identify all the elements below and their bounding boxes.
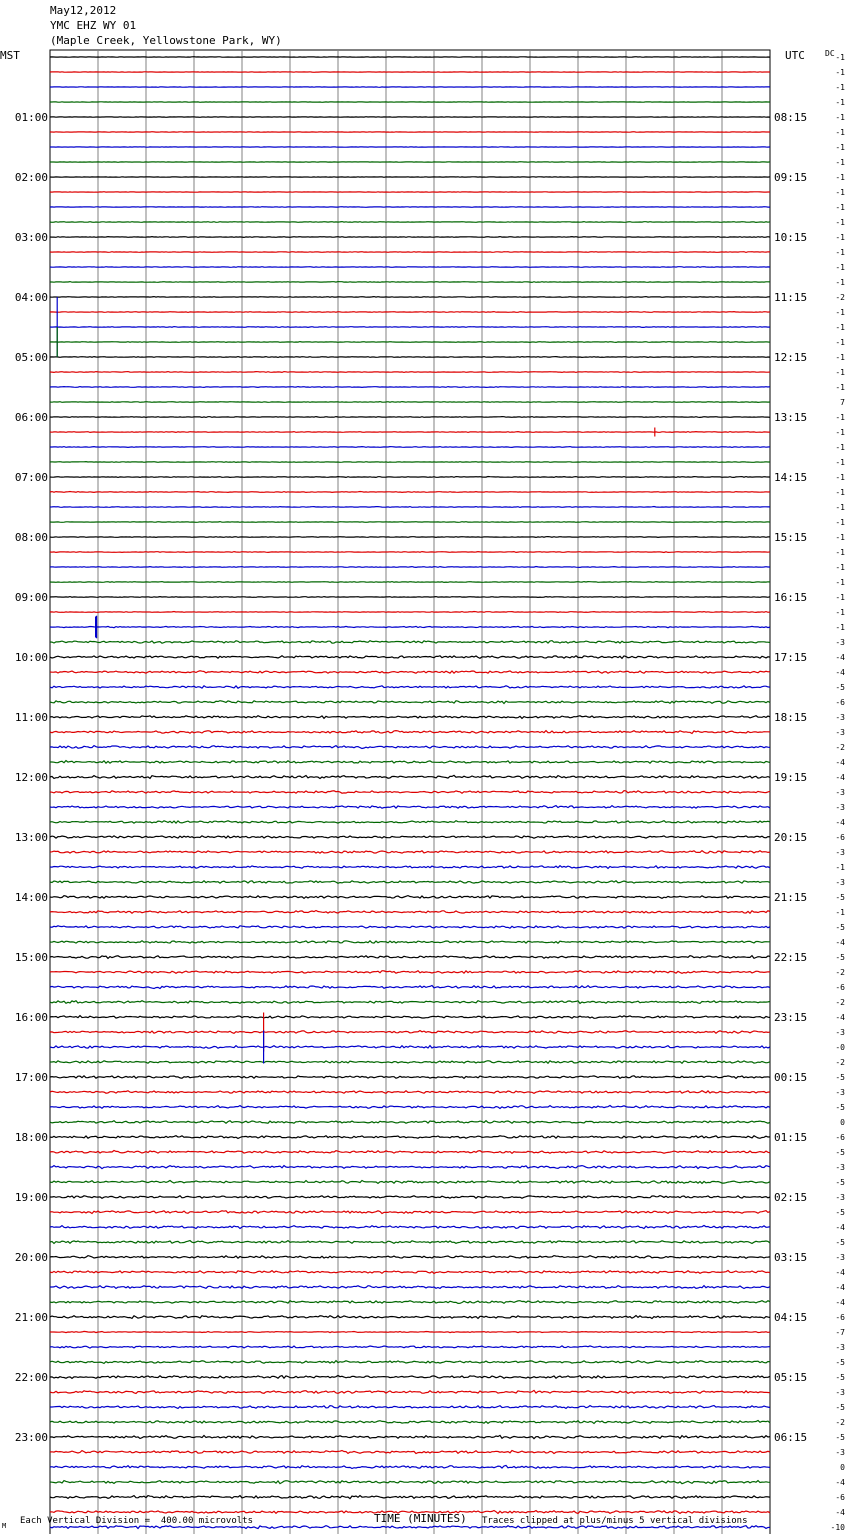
left-hour-label: 18:00 bbox=[14, 1131, 48, 1144]
x-axis-title: TIME (MINUTES) bbox=[374, 1512, 467, 1525]
trace-line bbox=[50, 1226, 770, 1229]
left-hour-label: 20:00 bbox=[14, 1251, 48, 1264]
dc-offset-value: -6 bbox=[835, 983, 845, 992]
right-hour-label: 15:15 bbox=[774, 531, 808, 544]
dc-offset-value: -7 bbox=[835, 1328, 845, 1337]
dc-offset-value: -6 bbox=[835, 1133, 845, 1142]
dc-offset-value: -6 bbox=[835, 1313, 845, 1322]
dc-offset-value: -5 bbox=[835, 1148, 845, 1157]
dc-offset-value: -4 bbox=[835, 1268, 845, 1277]
left-hour-label: 02:00 bbox=[14, 171, 48, 184]
trace-line bbox=[50, 1211, 770, 1214]
dc-offset-value: -2 bbox=[835, 968, 845, 977]
trace-line bbox=[50, 357, 770, 358]
dc-offset-value: -6 bbox=[835, 833, 845, 842]
trace-line bbox=[50, 1286, 770, 1289]
trace-line bbox=[50, 1316, 770, 1319]
left-hour-label: 11:00 bbox=[14, 711, 48, 724]
trace-line bbox=[50, 417, 770, 418]
trace-line bbox=[50, 612, 770, 613]
dc-offset-value: -3 bbox=[835, 803, 845, 812]
right-hour-label: 19:15 bbox=[774, 771, 808, 784]
dc-offset-value: -4 bbox=[835, 1478, 845, 1487]
right-hour-label: 23:15 bbox=[774, 1011, 808, 1024]
dc-offset-value: -1 bbox=[835, 863, 845, 872]
dc-offset-value: -2 bbox=[835, 1418, 845, 1427]
dc-offset-value: -10 bbox=[830, 1523, 845, 1532]
dc-offset-value: -3 bbox=[835, 1028, 845, 1037]
right-hour-label: 13:15 bbox=[774, 411, 808, 424]
dc-offset-value: -3 bbox=[835, 1448, 845, 1457]
dc-offset-value: -1 bbox=[835, 113, 845, 122]
trace-line bbox=[50, 567, 770, 568]
dc-offset-value: -1 bbox=[835, 383, 845, 392]
dc-offset-value: -6 bbox=[835, 1493, 845, 1502]
trace-line bbox=[50, 896, 770, 899]
dc-offset-value: -0 bbox=[835, 1043, 845, 1052]
dc-offset-value: -1 bbox=[835, 128, 845, 137]
dc-offset-value: -1 bbox=[835, 443, 845, 452]
right-hour-label: 05:15 bbox=[774, 1371, 808, 1384]
dc-offset-value: -1 bbox=[835, 173, 845, 182]
left-hour-label: 04:00 bbox=[14, 291, 48, 304]
dc-offset-value: -3 bbox=[835, 728, 845, 737]
trace-line bbox=[50, 746, 770, 749]
chart-date: May12,2012 bbox=[50, 4, 117, 17]
trace-line bbox=[50, 237, 770, 238]
dc-offset-value: -1 bbox=[835, 428, 845, 437]
trace-line bbox=[50, 1001, 770, 1004]
trace-line bbox=[50, 252, 770, 253]
trace-line bbox=[50, 1331, 770, 1332]
left-hour-label: 12:00 bbox=[14, 771, 48, 784]
dc-offset-value: -1 bbox=[835, 308, 845, 317]
dc-offset-value: -4 bbox=[835, 1283, 845, 1292]
trace-line bbox=[50, 342, 770, 343]
dc-offset-value: -1 bbox=[835, 83, 845, 92]
trace-line bbox=[50, 387, 770, 388]
dc-offset-value: -2 bbox=[835, 1058, 845, 1067]
trace-line bbox=[50, 447, 770, 448]
trace-line bbox=[50, 1526, 770, 1529]
right-hour-label: 20:15 bbox=[774, 831, 808, 844]
dc-offset-value: -5 bbox=[835, 1433, 845, 1442]
left-hour-label: 10:00 bbox=[14, 651, 48, 664]
right-hour-label: 17:15 bbox=[774, 651, 808, 664]
right-hour-label: 16:15 bbox=[774, 591, 808, 604]
dc-offset-value: -1 bbox=[835, 143, 845, 152]
dc-offset-value: -3 bbox=[835, 1193, 845, 1202]
left-hour-label: 21:00 bbox=[14, 1311, 48, 1324]
trace-line bbox=[50, 656, 770, 659]
dc-offset-value: -5 bbox=[835, 893, 845, 902]
trace-line bbox=[50, 1271, 770, 1274]
dc-offset-value: -5 bbox=[835, 953, 845, 962]
right-timezone-label: UTC bbox=[785, 49, 805, 62]
right-hour-label: 06:15 bbox=[774, 1431, 808, 1444]
corner-mark: M bbox=[2, 1522, 7, 1530]
dc-offset-value: -1 bbox=[835, 278, 845, 287]
trace-line bbox=[50, 686, 770, 688]
dc-offset-value: -4 bbox=[835, 758, 845, 767]
dc-offset-value: -4 bbox=[835, 938, 845, 947]
trace-line bbox=[50, 1031, 770, 1034]
left-hour-label: 16:00 bbox=[14, 1011, 48, 1024]
trace-line bbox=[50, 177, 770, 178]
right-hour-label: 01:15 bbox=[774, 1131, 808, 1144]
dc-offset-value: -6 bbox=[835, 698, 845, 707]
left-hour-label: 22:00 bbox=[14, 1371, 48, 1384]
right-hour-label: 00:15 bbox=[774, 1071, 808, 1084]
trace-line bbox=[50, 1136, 770, 1139]
dc-offset-value: -1 bbox=[835, 233, 845, 242]
trace-line bbox=[50, 582, 770, 583]
left-hour-label: 13:00 bbox=[14, 831, 48, 844]
dc-offset-value: 0 bbox=[840, 1118, 845, 1127]
trace-line bbox=[50, 806, 770, 809]
dc-offset-value: -1 bbox=[835, 518, 845, 527]
trace-line bbox=[50, 537, 770, 538]
trace-line bbox=[50, 402, 770, 403]
trace-line bbox=[50, 57, 770, 58]
trace-line bbox=[50, 507, 770, 508]
right-hour-label: 14:15 bbox=[774, 471, 808, 484]
station-id: YMC EHZ WY 01 bbox=[50, 19, 137, 32]
dc-offset-value: -4 bbox=[835, 1223, 845, 1232]
dc-offset-value: -1 bbox=[835, 608, 845, 617]
right-hour-label: 04:15 bbox=[774, 1311, 808, 1324]
trace-line bbox=[50, 775, 770, 778]
trace-line bbox=[50, 1241, 770, 1244]
right-hour-label: 18:15 bbox=[774, 711, 808, 724]
dc-offset-value: -1 bbox=[835, 353, 845, 362]
dc-offset-value: -1 bbox=[835, 908, 845, 917]
trace-line bbox=[50, 671, 770, 673]
dc-offset-value: -4 bbox=[835, 668, 845, 677]
trace-line bbox=[50, 716, 770, 719]
left-hour-label: 14:00 bbox=[14, 891, 48, 904]
right-hour-label: 08:15 bbox=[774, 111, 808, 124]
dc-offset-value: -1 bbox=[835, 473, 845, 482]
trace-line bbox=[50, 297, 770, 298]
trace-line bbox=[50, 791, 770, 794]
dc-offset-value: -4 bbox=[835, 653, 845, 662]
dc-offset-value: -1 bbox=[835, 323, 845, 332]
dc-offset-value: -1 bbox=[835, 338, 845, 347]
dc-offset-value: -3 bbox=[835, 638, 845, 647]
dc-offset-value: -3 bbox=[835, 878, 845, 887]
dc-offset-value: -3 bbox=[835, 713, 845, 722]
trace-line bbox=[50, 986, 770, 989]
trace-line bbox=[50, 1376, 770, 1379]
dc-offset-value: -5 bbox=[835, 1103, 845, 1112]
dc-offset-value: -3 bbox=[835, 1388, 845, 1397]
trace-line bbox=[50, 327, 770, 328]
trace-line bbox=[50, 971, 770, 974]
trace-line bbox=[50, 1406, 770, 1409]
trace-line bbox=[50, 926, 770, 928]
dc-offset-value: -5 bbox=[835, 1208, 845, 1217]
station-location: (Maple Creek, Yellowstone Park, WY) bbox=[50, 34, 282, 47]
trace-line bbox=[50, 1181, 770, 1184]
dc-offset-value: -1 bbox=[835, 548, 845, 557]
trace-line bbox=[50, 267, 770, 268]
dc-offset-value: -3 bbox=[835, 788, 845, 797]
vertical-division-note: Each Vertical Division = 400.00 microvolts bbox=[20, 1516, 253, 1526]
trace-line bbox=[50, 1076, 770, 1079]
trace-line bbox=[50, 1121, 770, 1124]
trace-line bbox=[50, 1151, 770, 1154]
dc-offset-value: -3 bbox=[835, 848, 845, 857]
dc-offset-value: -2 bbox=[835, 743, 845, 752]
dc-offset-value: -2 bbox=[835, 293, 845, 302]
dc-offset-value: -2 bbox=[835, 998, 845, 1007]
trace-line bbox=[50, 462, 770, 463]
right-hour-label: 10:15 bbox=[774, 231, 808, 244]
right-hour-label: 12:15 bbox=[774, 351, 808, 364]
trace-line bbox=[50, 102, 770, 103]
dc-offset-value: -1 bbox=[835, 68, 845, 77]
left-timezone-label: MST bbox=[0, 49, 20, 62]
dc-offset-value: -5 bbox=[835, 1358, 845, 1367]
trace-line bbox=[50, 597, 770, 598]
right-hour-label: 02:15 bbox=[774, 1191, 808, 1204]
left-hour-label: 03:00 bbox=[14, 231, 48, 244]
trace-line bbox=[50, 132, 770, 133]
trace-line bbox=[50, 821, 770, 823]
trace-line bbox=[50, 1390, 770, 1393]
right-hour-label: 03:15 bbox=[774, 1251, 808, 1264]
trace-line bbox=[50, 626, 770, 627]
trace-line bbox=[50, 87, 770, 88]
left-hour-label: 17:00 bbox=[14, 1071, 48, 1084]
clipping-note: Traces clipped at plus/minus 5 vertical divisions bbox=[482, 1516, 748, 1526]
trace-line bbox=[50, 552, 770, 553]
dc-offset-value: -1 bbox=[835, 248, 845, 257]
left-hour-label: 09:00 bbox=[14, 591, 48, 604]
dc-offset-value: -1 bbox=[835, 578, 845, 587]
trace-line bbox=[50, 1256, 770, 1259]
dc-offset-value: -5 bbox=[835, 1238, 845, 1247]
left-hour-label: 05:00 bbox=[14, 351, 48, 364]
trace-line bbox=[50, 1046, 770, 1049]
dc-offset-value: -1 bbox=[835, 413, 845, 422]
trace-line bbox=[50, 162, 770, 163]
trace-line bbox=[50, 956, 770, 959]
trace-line bbox=[50, 701, 770, 704]
trace-line bbox=[50, 522, 770, 523]
trace-line bbox=[50, 731, 770, 734]
trace-line bbox=[50, 372, 770, 373]
trace-line bbox=[50, 312, 770, 313]
trace-line bbox=[50, 836, 770, 838]
trace-line bbox=[50, 941, 770, 944]
trace-line bbox=[50, 1061, 770, 1064]
dc-offset-value: -1 bbox=[835, 368, 845, 377]
dc-offset-value: -1 bbox=[835, 563, 845, 572]
left-hour-label: 06:00 bbox=[14, 411, 48, 424]
trace-line bbox=[50, 1301, 770, 1304]
dc-offset-value: -1 bbox=[835, 98, 845, 107]
trace-line bbox=[50, 1106, 770, 1109]
trace-line bbox=[50, 1091, 770, 1094]
trace-line bbox=[50, 1421, 770, 1424]
dc-offset-value: -1 bbox=[835, 623, 845, 632]
trace-line bbox=[50, 866, 770, 869]
right-hour-label: 11:15 bbox=[774, 291, 808, 304]
left-hour-label: 15:00 bbox=[14, 951, 48, 964]
trace-line bbox=[50, 192, 770, 193]
right-hour-label: 22:15 bbox=[774, 951, 808, 964]
dc-offset-value: -1 bbox=[835, 488, 845, 497]
right-hour-label: 09:15 bbox=[774, 171, 808, 184]
trace-line bbox=[50, 492, 770, 493]
trace-line bbox=[50, 117, 770, 118]
dc-offset-value: -1 bbox=[835, 263, 845, 272]
dc-offset-value: -1 bbox=[835, 218, 845, 227]
trace-line bbox=[50, 282, 770, 283]
dc-offset-value: -1 bbox=[835, 593, 845, 602]
right-hour-label: 21:15 bbox=[774, 891, 808, 904]
dc-offset-value: -1 bbox=[835, 503, 845, 512]
dc-offset-value: -3 bbox=[835, 1253, 845, 1262]
dc-offset-header: DC bbox=[825, 49, 835, 58]
dc-offset-value: -5 bbox=[835, 923, 845, 932]
dc-offset-value: -4 bbox=[835, 818, 845, 827]
dc-offset-value: -1 bbox=[835, 203, 845, 212]
left-hour-label: 23:00 bbox=[14, 1431, 48, 1444]
trace-line bbox=[50, 477, 770, 478]
dc-offset-value: -4 bbox=[835, 1013, 845, 1022]
dc-offset-value: -1 bbox=[835, 188, 845, 197]
trace-line bbox=[50, 911, 770, 914]
trace-line bbox=[50, 1196, 770, 1199]
left-hour-label: 01:00 bbox=[14, 111, 48, 124]
dc-offset-value: -3 bbox=[835, 1088, 845, 1097]
trace-line bbox=[50, 222, 770, 223]
dc-offset-value: -3 bbox=[835, 1163, 845, 1172]
trace-line bbox=[50, 761, 770, 764]
dc-offset-value: -4 bbox=[835, 1298, 845, 1307]
dc-offset-value: -5 bbox=[835, 1073, 845, 1082]
trace-line bbox=[50, 641, 770, 644]
dc-offset-value: -1 bbox=[835, 458, 845, 467]
left-hour-label: 08:00 bbox=[14, 531, 48, 544]
dc-offset-value: -4 bbox=[835, 773, 845, 782]
dc-offset-value: -1 bbox=[835, 533, 845, 542]
trace-line bbox=[50, 1166, 770, 1169]
trace-line bbox=[50, 881, 770, 884]
trace-line bbox=[50, 72, 770, 73]
trace-line bbox=[50, 1481, 770, 1484]
left-hour-label: 07:00 bbox=[14, 471, 48, 484]
trace-line bbox=[50, 432, 770, 433]
dc-offset-value: -5 bbox=[835, 1178, 845, 1187]
trace-line bbox=[50, 1346, 770, 1348]
dc-offset-value: -5 bbox=[835, 683, 845, 692]
trace-line bbox=[50, 1361, 770, 1364]
left-hour-label: 19:00 bbox=[14, 1191, 48, 1204]
trace-line bbox=[50, 1496, 770, 1499]
dc-offset-value: 7 bbox=[840, 398, 845, 407]
dc-offset-value: -1 bbox=[835, 53, 845, 62]
trace-line bbox=[50, 1451, 770, 1454]
dc-offset-value: -5 bbox=[835, 1373, 845, 1382]
trace-line bbox=[50, 1435, 770, 1438]
trace-line bbox=[50, 1016, 770, 1019]
dc-offset-value: -1 bbox=[835, 158, 845, 167]
dc-offset-value: 0 bbox=[840, 1463, 845, 1472]
trace-line bbox=[50, 1465, 770, 1468]
dc-offset-value: -3 bbox=[835, 1343, 845, 1352]
trace-line bbox=[50, 851, 770, 854]
trace-line bbox=[50, 207, 770, 208]
dc-offset-value: -5 bbox=[835, 1403, 845, 1412]
dc-offset-value: -4 bbox=[835, 1508, 845, 1517]
